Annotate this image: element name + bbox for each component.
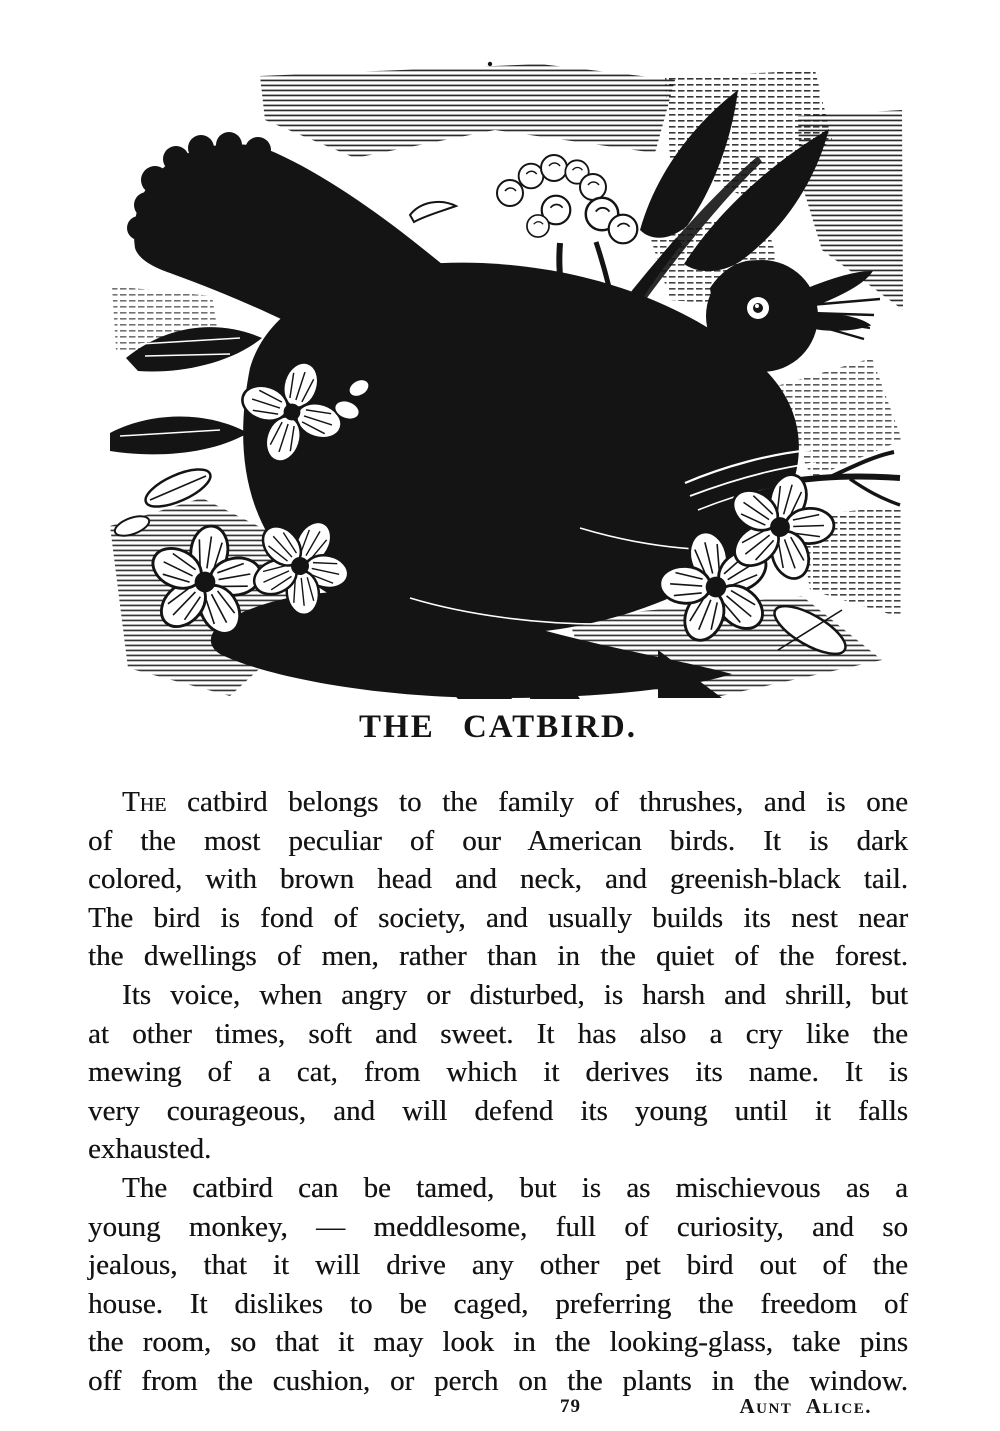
- attribution: Aunt Alice.: [739, 1394, 872, 1418]
- text-line: the dwellings of men, rather than in the quiet of the forest.: [88, 940, 908, 973]
- text-line: jealous, that it will drive any other pet bird out of the: [88, 1249, 908, 1282]
- text-line: young monkey, — meddlesome, full of curiosity, and so: [88, 1210, 908, 1243]
- text-line: The catbird belongs to the family of thrushes, and is one: [122, 786, 908, 818]
- text-line: off from the cushion, or perch on the plants in the window.: [88, 1364, 908, 1397]
- bird-eye: [747, 297, 769, 319]
- text-line: Its voice, when angry or disturbed, is harsh and shrill, but: [122, 978, 908, 1011]
- body-text: [88, 783, 908, 1401]
- text-line: house. It dislikes to be caged, preferring the freedom of: [88, 1287, 908, 1320]
- text-line: colored, with brown head and neck, and greenish-black tail.: [88, 863, 908, 896]
- text-line: of the most peculiar of our American birds. It is dark: [88, 824, 908, 857]
- page-title: THE CATBIRD.: [359, 709, 637, 745]
- small-caps-lead: The: [122, 786, 167, 818]
- page-number: 79: [560, 1396, 581, 1417]
- text-line: The bird is fond of society, and usually builds its nest near: [88, 901, 908, 934]
- catbird-illustration: [110, 58, 905, 703]
- text-line: The catbird can be tamed, but is as mischievous as a: [122, 1171, 908, 1204]
- bird-head: [706, 260, 880, 372]
- text-line: at other times, soft and sweet. It has also a cry like the: [88, 1017, 908, 1050]
- text-line: very courageous, and will defend its young until it falls: [88, 1094, 908, 1127]
- text-line: mewing of a cat, from which it derives its name. It is: [88, 1056, 908, 1089]
- text-line: the room, so that it may look in the looking-glass, take pins: [88, 1326, 908, 1359]
- text-line: exhausted.: [88, 1133, 212, 1166]
